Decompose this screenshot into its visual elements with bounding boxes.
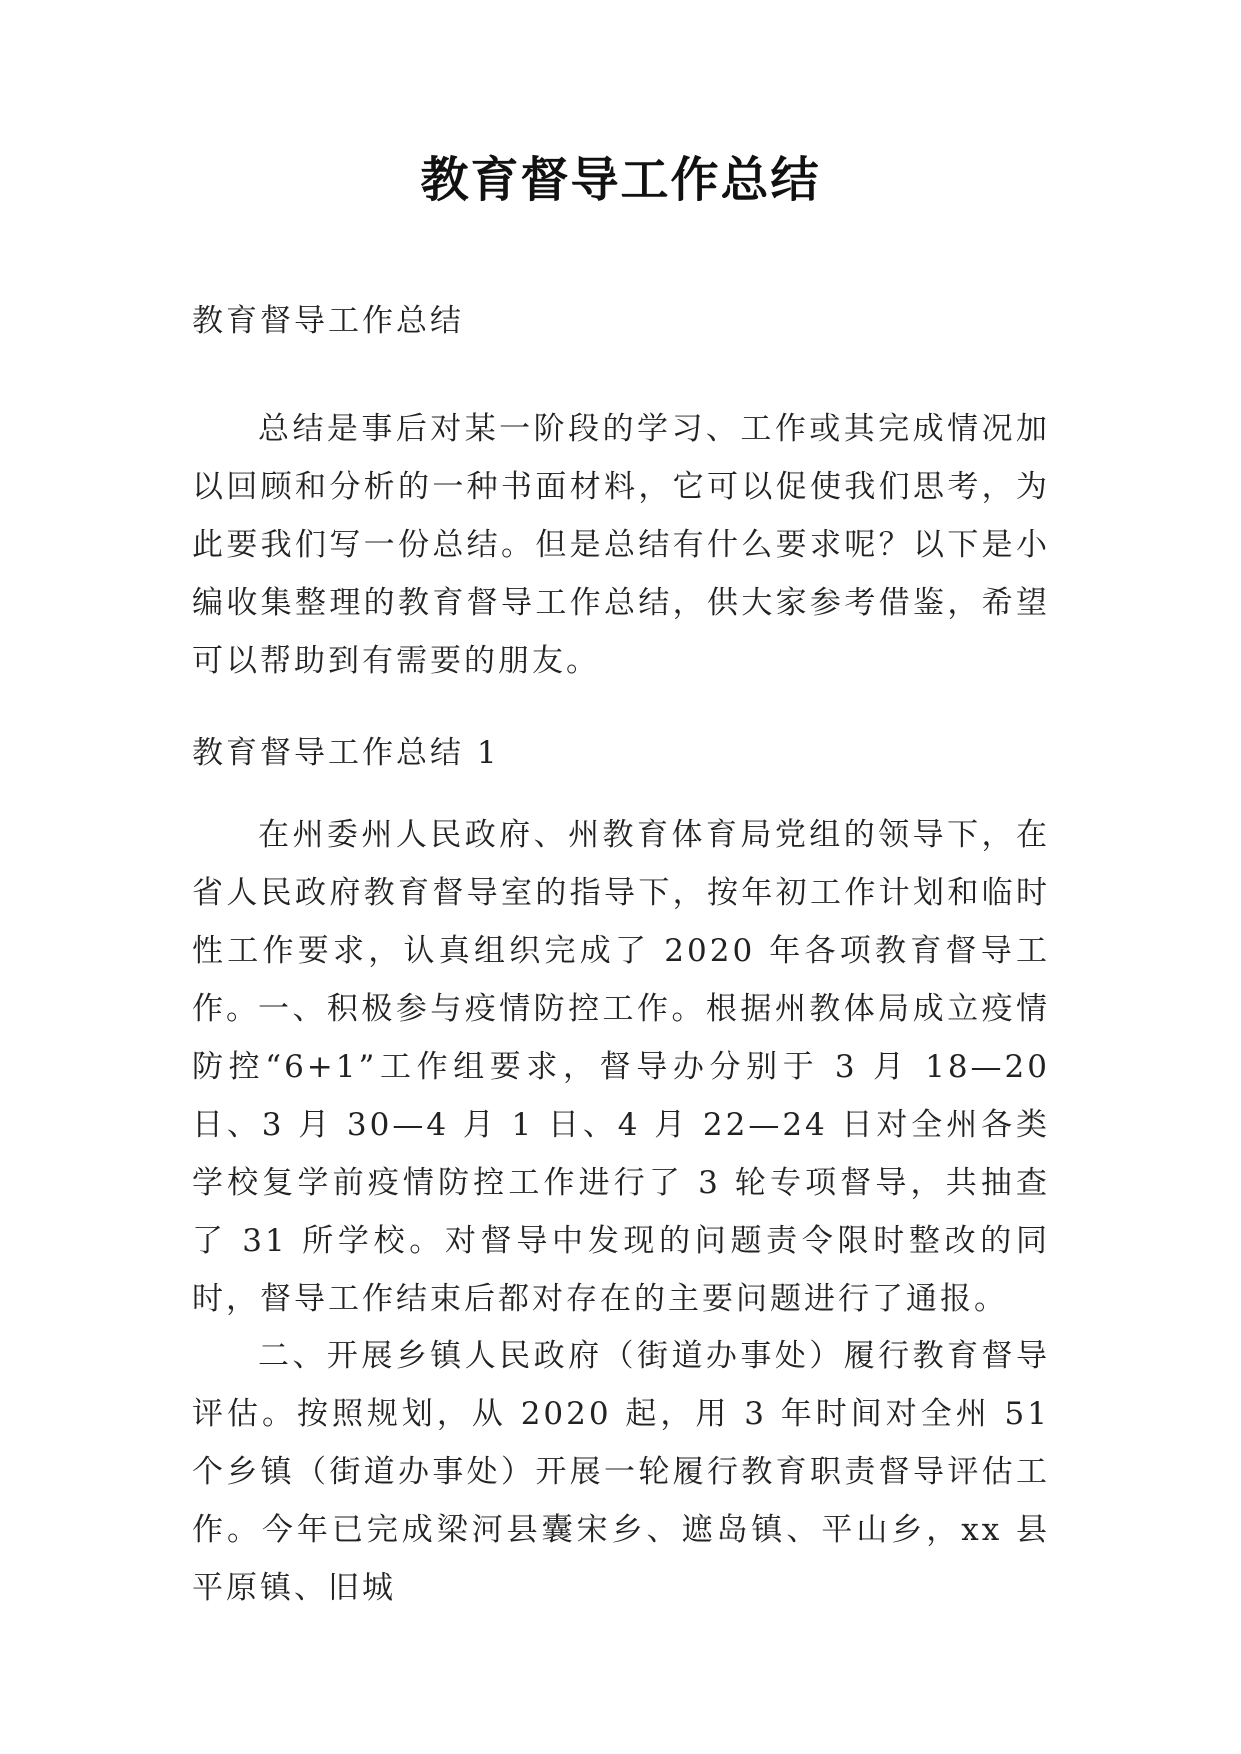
document-title: 教育督导工作总结 xyxy=(420,152,821,208)
body-paragraph-2: 一、积极参与疫情防控工作。根据州教体局成立疫情防控“6+1”工作组要求，督导办分别于 3 月 18—20 日、3 月 30—4 月 1 日、4 月 22—24 日对全州各类学校复学前疫情防控工作进行了 3 轮专项督导，共抽查了 31 所学校。对督导中发现的问题责令限时整改的同时，督导工作结束后都对存在的主要问题进行了通报。 xyxy=(192,991,1050,1317)
intro-paragraph: 总结是事后对某一阶段的学习、工作或其完成情况加以回顾和分析的一种书面材料，它可以促使我们思考，为此要我们写一份总结。但是总结有什么要求呢？以下是小编收集整理的教育督导工作总结，供大家参考借鉴，希望可以帮助到有需要的朋友。 xyxy=(192,411,1050,679)
body-paragraph-1: 在州委州人民政府、州教育体育局党组的领导下，在省人民政府教育督导室的指导下，按年初工作计划和临时性工作要求，认真组织完成了 2020 年各项教育督导工作。 xyxy=(192,817,1050,1027)
section-heading: 教育督导工作总结 1 xyxy=(192,735,500,771)
body-paragraph-3: 二、开展乡镇人民政府（街道办事处）履行教育督导评估。按照规划，从 2020 起，用 3 年时间对全州 51 个乡镇（街道办事处）开展一轮履行教育职责督导评估工作。今年已完成梁河县囊宋乡、遮岛镇、平山乡，xx 县平原镇、旧城 xyxy=(192,1338,1050,1606)
document-subtitle: 教育督导工作总结 xyxy=(192,303,464,339)
